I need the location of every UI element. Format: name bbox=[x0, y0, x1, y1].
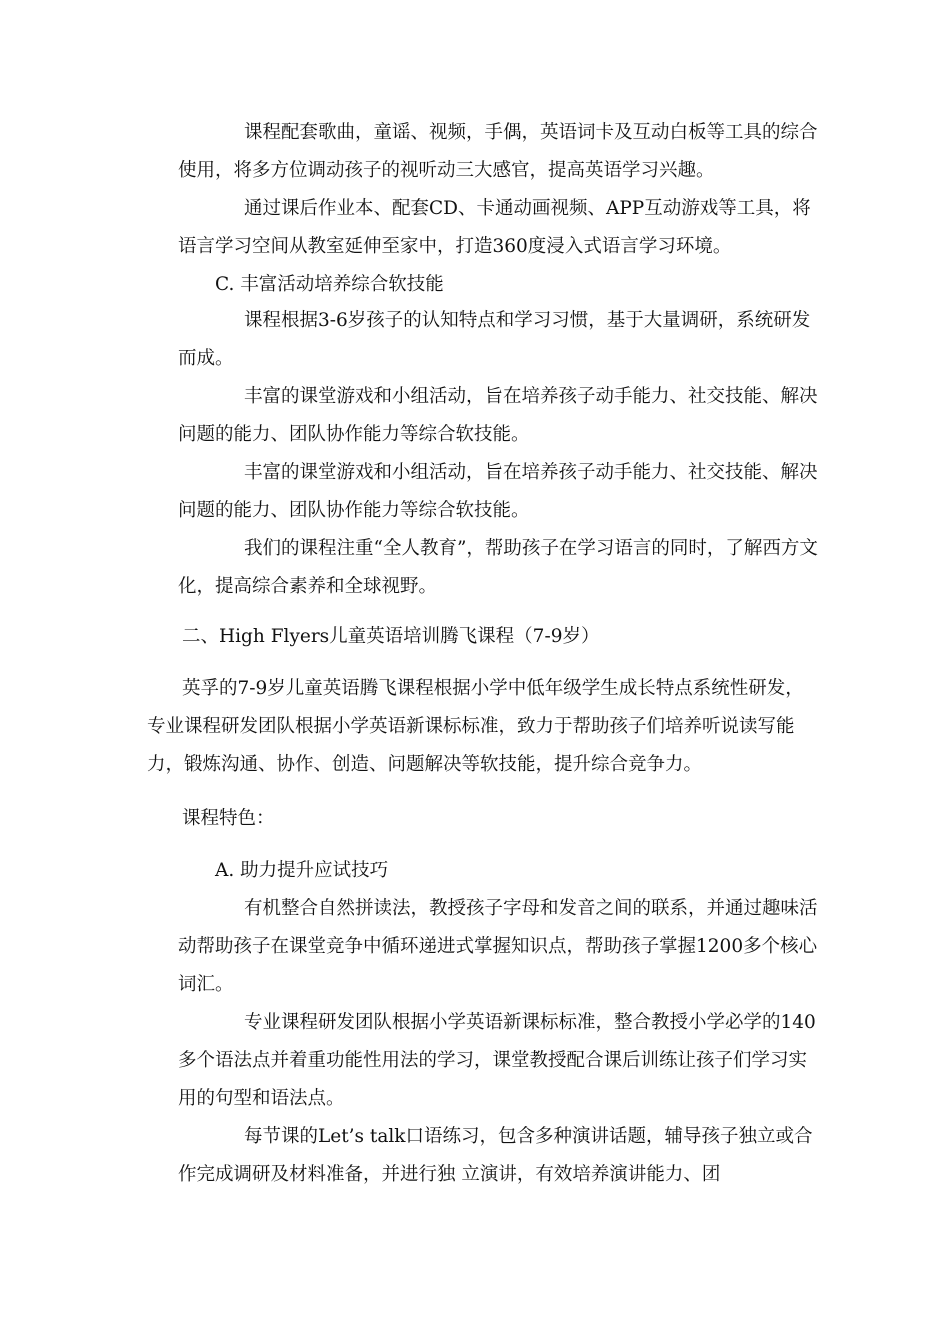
course-features-label: 课程特色： bbox=[182, 808, 275, 829]
paragraph-group-activities-1: 丰富的课堂游戏和小组活动，旨在培养孩子动手能力、社交技能、解决问题的能力、团队协作能力等综合软技能。 bbox=[178, 386, 818, 445]
heading-a-exam-skills: A. 助力提升应试技巧 bbox=[215, 860, 389, 881]
paragraph-group-activities-2: 丰富的课堂游戏和小组活动，旨在培养孩子动手能力、社交技能、解决问题的能力、团队协作能力等综合软技能。 bbox=[178, 462, 818, 521]
paragraph-whole-person-education: 我们的课程注重“全人教育”，帮助孩子在学习语言的同时，了解西方文化，提高综合素养和全球视野。 bbox=[178, 538, 818, 597]
paragraph-grammar-points: 专业课程研发团队根据小学英语新课标标准，整合教授小学必学的140多个语法点并着重功能性用法的学习，课堂教授配合课后训练让孩子们学习实用的句型和语法点。 bbox=[178, 1012, 816, 1109]
paragraph-after-class-tools: 通过课后作业本、配套CD、卡通动画视频、APP互动游戏等工具，将语言学习空间从教室延伸至家中，打造360度浸入式语言学习环境。 bbox=[178, 198, 811, 257]
paragraph-phonics: 有机整合自然拼读法，教授孩子字母和发音之间的联系，并通过趣味活动帮助孩子在课堂竞争中循环递进式掌握知识点，帮助孩子掌握1200多个核心词汇。 bbox=[178, 898, 818, 995]
paragraph-cognitive-design: 课程根据3-6岁孩子的认知特点和学习习惯，基于大量调研，系统研发而成。 bbox=[178, 310, 811, 369]
paragraph-high-flyers-intro: 英孚的7-9岁儿童英语腾飞课程根据小学中低年级学生成长特点系统性研发，专业课程研发团队根据小学英语新课标标准，致力于帮助孩子们培养听说读写能力，锻炼沟通、协作、创造、问题解决等软技能，提升综合竞争力。 bbox=[147, 678, 804, 775]
section-title-high-flyers: 二、High Flyers儿童英语培训腾飞课程（7-9岁） bbox=[182, 626, 600, 647]
heading-c-soft-skills: C. 丰富活动培养综合软技能 bbox=[215, 274, 444, 295]
paragraph-lets-talk: 每节课的Let’s talk口语练习，包含多种演讲话题，辅导孩子独立或合作完成调研及材料准备，并进行独 立演讲，有效培养演讲能力、团 bbox=[178, 1126, 813, 1185]
paragraph-media-tools: 课程配套歌曲，童谣、视频，手偶，英语词卡及互动白板等工具的综合使用，将多方位调动孩子的视听动三大感官，提高英语学习兴趣。 bbox=[178, 122, 818, 181]
